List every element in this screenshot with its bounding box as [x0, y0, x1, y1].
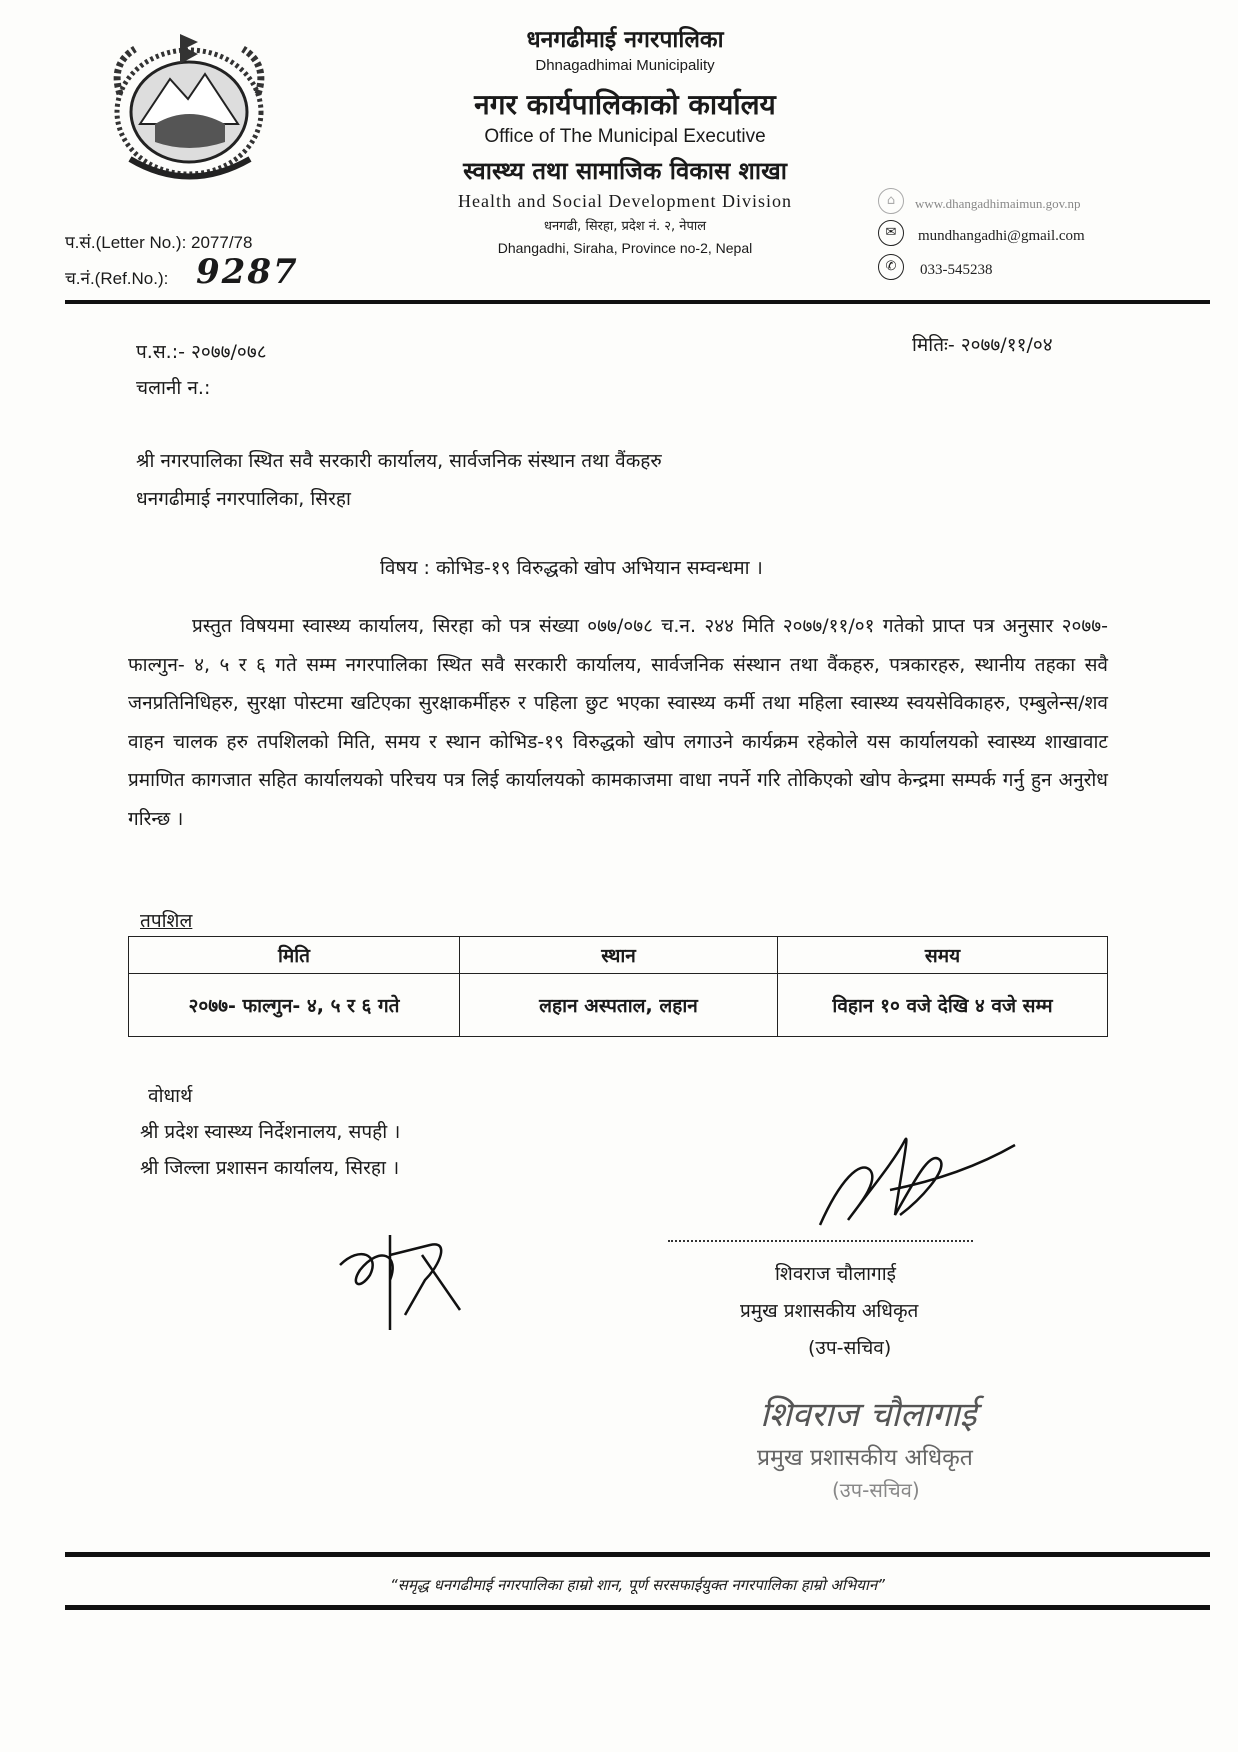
website-link[interactable]: www.dhangadhimaimun.gov.np — [915, 196, 1081, 211]
letter-body: प्रस्तुत विषयमा स्वास्थ्य कार्यालय, सिरहा को पत्र संख्या ०७७/०७८ च.न. २४४ मिति २०७७/११/०१ गतेको प्राप्त पत्र अनुसार २०७७-फाल्गुन- ४, ५ र ६ गते सम्म नगरपालिका स्थित सवै सरकारी कार्यालय, सार्वजनिक संस्थान तथा वैंकहरु, पत्रकारहरु, स्थानीय तहका सवै जनप्रतिनिधिहरु, सुरक्षा पोस्टमा खटिएका सुरक्षाकर्मीहरु र पहिला छुट भएका स्वास्थ्य कर्मी तथा महिला स्वास्थ्य स्वयसेविकाहरु, एम्बुलेन्स/शव वाहन चालक हरु तपशिलको मिति, समय र स्थान कोभिड-१९ विरुद्धको खोप लगाउने कार्यक्रम रहेकोले यस कार्यालयको स्वास्थ्य शाखावाट प्रमाणित कागजात सहित कार्यालयको परिचय पत्र लिई कार्यालयको कामकाजमा वाधा नपर्ने गरि तोकिएको खोप केन्द्रमा सम्पर्क गर्नु हुन अनुरोध गरिन्छ । — [128, 615, 1108, 830]
column-header: मिति — [129, 937, 460, 974]
column-header: समय — [778, 937, 1108, 974]
table-header-row — [129, 937, 1108, 974]
office-name-np: नगर कार्यपालिकाको कार्यालय — [474, 88, 776, 121]
ref-number-handwritten: 9287 — [196, 252, 299, 292]
ref-number-label: च.नं.(Ref.No.): — [65, 269, 169, 288]
cc-item: श्री प्रदेश स्वास्थ्य निर्देशनालय, सपही । — [140, 1121, 401, 1143]
signatory-rank: (उप-सचिव) — [808, 1337, 892, 1359]
division-name-en: Health and Social Development Division — [458, 191, 792, 211]
table-cell-place: लहान अस्पताल, लहान — [460, 974, 778, 1037]
table-cell-time: विहान १० वजे देखि ४ वजे सम्म — [778, 974, 1108, 1037]
address-en: Dhangadhi, Siraha, Province no-2, Nepal — [497, 240, 753, 256]
chalani-number: चलानी न.: — [136, 377, 211, 399]
footer-divider-bottom — [65, 1605, 1210, 1610]
stamp-name: शिवराज चौलागाई — [760, 1395, 977, 1435]
signature-line — [668, 1240, 973, 1242]
municipality-name-np: धनगढीमाई नगरपालिका — [526, 27, 724, 53]
table-row — [129, 974, 1108, 1037]
municipality-name-en: Dhnagadhimai Municipality — [535, 57, 715, 74]
signature-main — [800, 1120, 1020, 1245]
schedule-table — [128, 936, 1108, 1037]
cc-item: श्री जिल्ला प्रशासन कार्यालय, सिरहा । — [140, 1157, 400, 1179]
table-cell-date: २०७७- फाल्गुन- ४, ५ र ६ गते — [129, 974, 460, 1037]
phone-icon: ✆ — [878, 254, 904, 280]
column-header: स्थान — [460, 937, 778, 974]
phone-number: 033-545238 — [920, 262, 993, 278]
letter-number: प.सं.(Letter No.): 2077/78 — [65, 233, 253, 252]
email-link[interactable]: mundhangadhi@gmail.com — [918, 228, 1085, 244]
cc-title: वोधार्थ — [148, 1085, 193, 1107]
footer-divider-top — [65, 1552, 1210, 1557]
ps-number: प.स.:- २०७७/०७८ — [136, 341, 267, 363]
division-name-np: स्वास्थ्य तथा सामाजिक विकास शाखा — [463, 157, 787, 185]
globe-icon: ⌂ — [878, 188, 904, 214]
mail-icon: ✉ — [878, 220, 904, 246]
letter-date: मितिः- २०७७/११/०४ — [912, 334, 1053, 356]
signatory-designation: प्रमुख प्रशासकीय अधिकृत — [740, 1300, 919, 1322]
address-np: धनगढी, सिरहा, प्रदेश नं. २, नेपाल — [543, 219, 707, 234]
government-emblem-logo — [100, 24, 278, 192]
footer-motto: “समृद्ध धनगढीमाई नगरपालिका हाम्रो शान, पूर्ण सरसफाईयुक्त नगरपालिका हाम्रो अभियान” — [390, 1576, 885, 1594]
signatory-name: शिवराज चौलागाई — [775, 1263, 896, 1285]
signature-initial — [330, 1225, 470, 1335]
office-name-en: Office of The Municipal Executive — [484, 126, 766, 147]
stamp-designation: प्रमुख प्रशासकीय अधिकृत — [757, 1445, 973, 1471]
recipient-line-2: धनगढीमाई नगरपालिका, सिरहा — [136, 488, 351, 510]
recipient-line-1: श्री नगरपालिका स्थित सवै सरकारी कार्यालय, सार्वजनिक संस्थान तथा वैंकहरु — [136, 450, 662, 472]
stamp-rank: (उप-सचिव) — [832, 1478, 920, 1502]
letter-subject: विषय : कोभिड-१९ विरुद्धको खोप अभियान सम्वन्धमा । — [380, 557, 763, 579]
header-divider — [65, 300, 1210, 304]
schedule-title: तपशिल — [140, 910, 193, 932]
